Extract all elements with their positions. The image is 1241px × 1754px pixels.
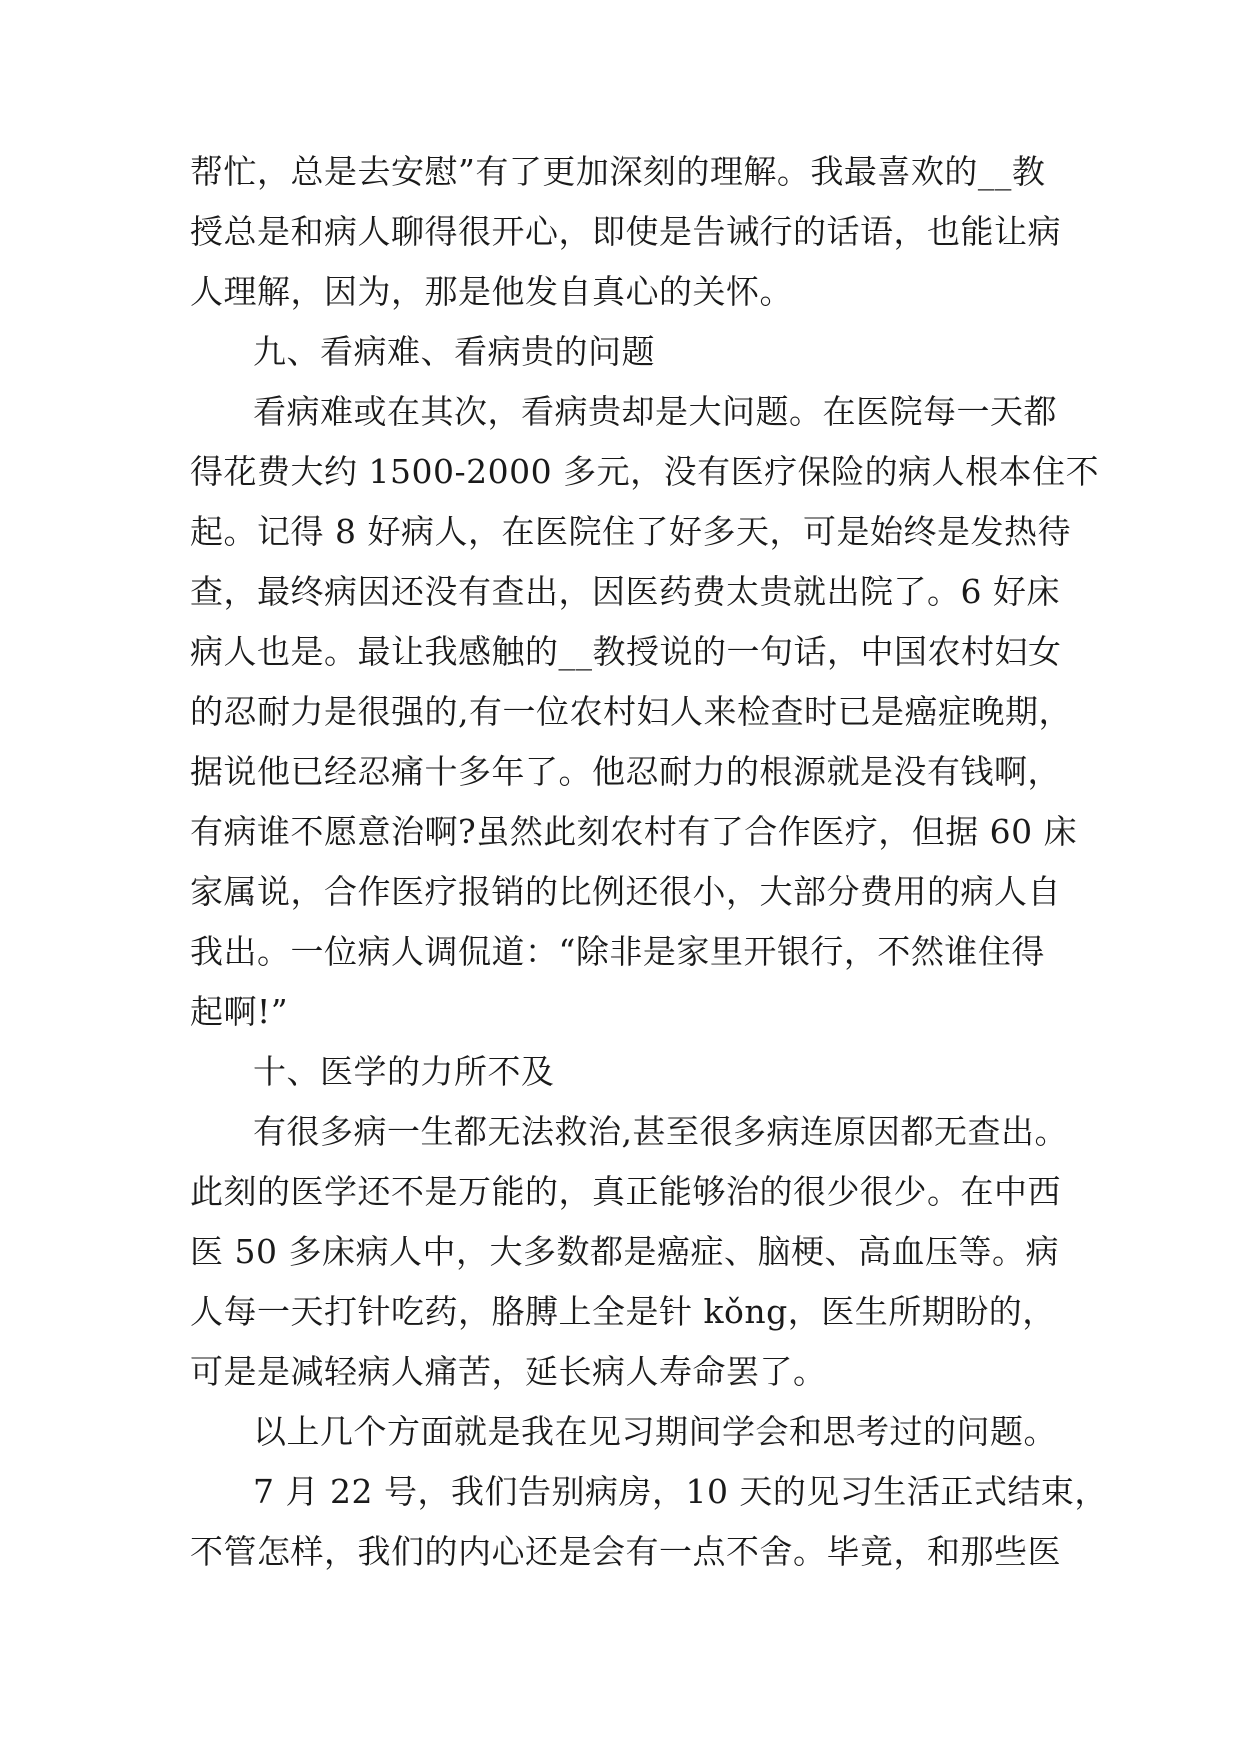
paragraph-line: 医 50 多床病人中，大多数都是癌症、脑梗、高血压等。病 <box>190 1232 1059 1271</box>
paragraph-line: 人每一天打针吃药，胳膊上全是针 kǒng，医生所期盼的， <box>190 1292 1056 1331</box>
paragraph-line: 可是是减轻病人痛苦，延长病人寿命罢了。 <box>190 1352 827 1391</box>
section-heading: 十、医学的力所不及 <box>253 1052 555 1091</box>
paragraph-line: 家属说，合作医疗报销的比例还很小，大部分费用的病人自 <box>190 872 1061 911</box>
section-heading: 九、看病难、看病贵的问题 <box>253 332 655 371</box>
paragraph-line: 的忍耐力是很强的,有一位农村妇人来检查时已是癌症晚期， <box>190 692 1072 731</box>
paragraph-line: 得花费大约 1500-2000 多元，没有医疗保险的病人根本住不 <box>190 452 1100 491</box>
paragraph-line: 授总是和病人聊得很开心，即使是告诫行的话语，也能让病 <box>190 212 1061 251</box>
paragraph-line: 据说他已经忍痛十多年了。他忍耐力的根源就是没有钱啊， <box>190 752 1061 791</box>
paragraph-line: 此刻的医学还不是万能的，真正能够治的很少很少。在中西 <box>190 1172 1061 1211</box>
paragraph-line: 人理解，因为，那是他发自真心的关怀。 <box>190 272 793 311</box>
paragraph-line: 病人也是。最让我感触的__教授说的一句话，中国农村妇女 <box>190 632 1062 671</box>
paragraph-line: 看病难或在其次，看病贵却是大问题。在医院每一天都 <box>253 392 1057 431</box>
paragraph-line: 起。记得 8 好病人，在医院住了好多天，可是始终是发热待 <box>190 512 1071 551</box>
paragraph-line: 有很多病一生都无法救治,甚至很多病连原因都无查出。 <box>253 1112 1068 1151</box>
paragraph-line: 7 月 22 号，我们告别病房，10 天的见习生活正式结束， <box>253 1472 1108 1511</box>
paragraph-line: 有病谁不愿意治啊?虽然此刻农村有了合作医疗，但据 60 床 <box>190 812 1078 851</box>
paragraph-line: 以上几个方面就是我在见习期间学会和思考过的问题。 <box>253 1412 1057 1451</box>
paragraph-line: 起啊!” <box>190 992 289 1031</box>
paragraph-line: 我出。一位病人调侃道：“除非是家里开银行，不然谁住得 <box>190 932 1045 971</box>
paragraph-line: 不管怎样，我们的内心还是会有一点不舍。毕竟，和那些医 <box>190 1532 1061 1571</box>
paragraph-line: 查，最终病因还没有查出，因医药费太贵就出院了。6 好床 <box>190 572 1060 611</box>
paragraph-line: 帮忙，总是去安慰”有了更加深刻的理解。我最喜欢的__教 <box>190 152 1046 191</box>
